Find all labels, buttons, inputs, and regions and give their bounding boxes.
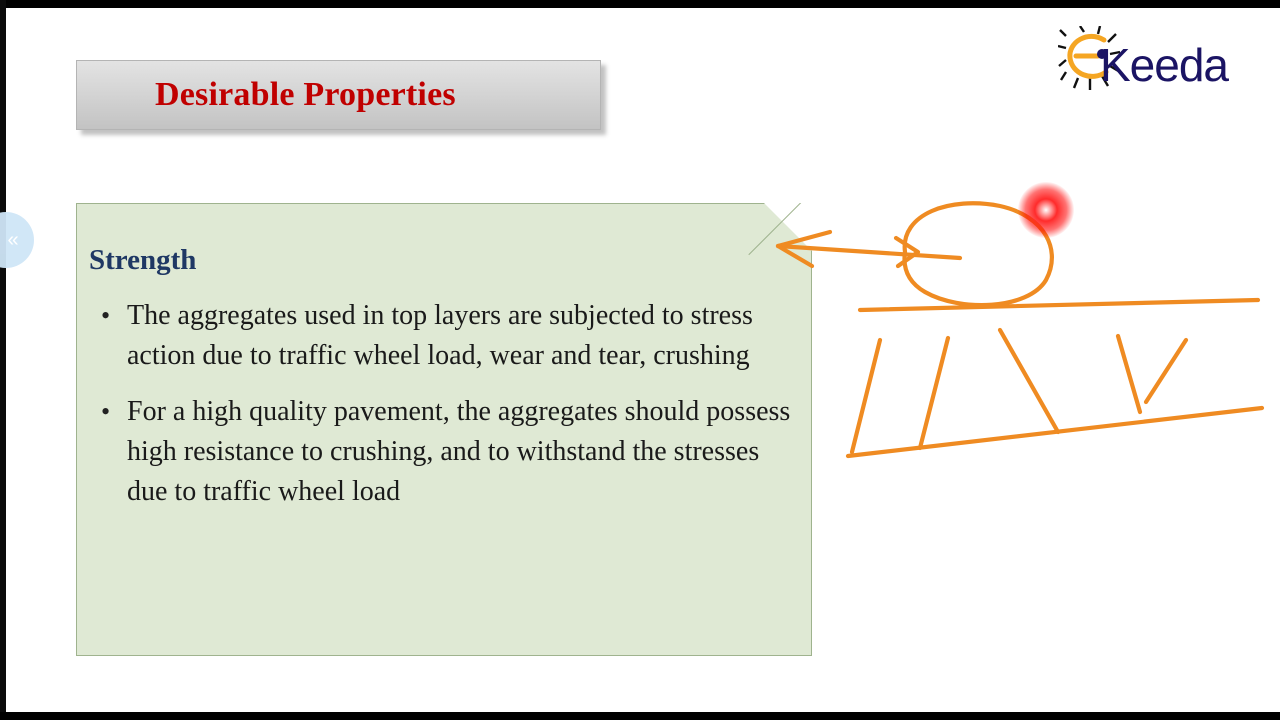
brand-logo — [1058, 26, 1258, 102]
list-item-text: For a high quality pavement, the aggregates should possess high resistance to crushing, and to withstand the stresses due to traffic wheel load — [127, 396, 791, 507]
bullet-marker-icon: • — [101, 397, 111, 426]
content-card — [76, 203, 812, 656]
slide-title-plaque — [76, 60, 601, 130]
letterbox-top — [0, 0, 1280, 8]
list-item-text: The aggregates used in top layers are subjected to stress action due to traffic wheel load, wear and tear, crushing — [127, 300, 753, 371]
folded-corner-icon — [764, 203, 812, 251]
letterbox-left — [0, 0, 6, 720]
previous-slide-button[interactable] — [0, 212, 34, 268]
list-item — [93, 392, 793, 512]
list-item — [93, 296, 793, 376]
section-heading: Strength — [89, 244, 197, 276]
bullet-marker-icon: • — [101, 301, 111, 330]
letterbox-bottom — [0, 712, 1280, 720]
page-title: Desirable Properties — [155, 76, 456, 113]
laser-pointer-dot — [1018, 182, 1074, 238]
chevron-left-icon: « — [7, 228, 19, 251]
bullet-list — [93, 296, 793, 528]
brand-name: Keeda — [1100, 39, 1229, 91]
